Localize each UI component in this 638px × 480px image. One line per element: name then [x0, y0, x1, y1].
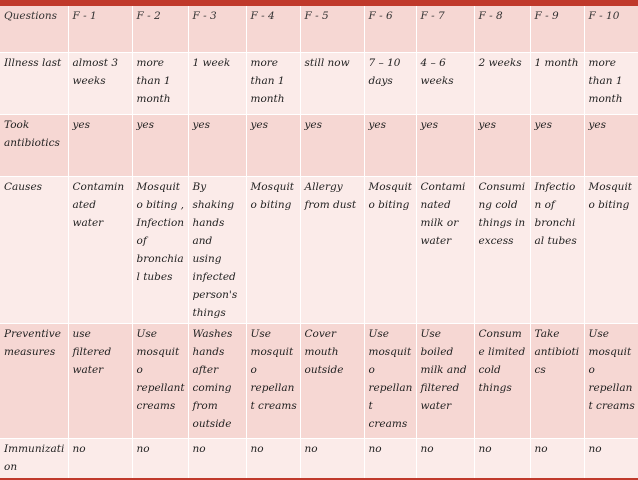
table-cell: Contaminated water: [68, 177, 132, 324]
table-cell: yes: [416, 115, 474, 177]
header-cell: F - 7: [416, 6, 474, 53]
table-cell: Use mosquito repellant creams: [584, 324, 638, 439]
table-cell: By shaking hands and using infected person's things: [188, 177, 246, 324]
header-cell: F - 10: [584, 6, 638, 53]
row-label: Preventive measures: [0, 324, 68, 439]
table-cell: 4 – 6 weeks: [416, 53, 474, 115]
table-cell: yes: [364, 115, 416, 177]
header-cell: Questions: [0, 6, 68, 53]
table-cell: no: [132, 439, 188, 479]
table-row: [0, 324, 638, 439]
table-cell: 1 week: [188, 53, 246, 115]
table-cell: Mosquito biting: [584, 177, 638, 324]
table-cell: yes: [584, 115, 638, 177]
table-cell: Use mosquito repellant creams: [364, 324, 416, 439]
table-cell: no: [188, 439, 246, 479]
row-label: Took antibiotics: [0, 115, 68, 177]
table-cell: yes: [68, 115, 132, 177]
header-cell: F - 8: [474, 6, 530, 53]
table-cell: Mosquito biting: [364, 177, 416, 324]
header-cell: F - 4: [246, 6, 300, 53]
table-cell: Use mosquito repellant creams: [132, 324, 188, 439]
table-cell: Washes hands after coming from outside: [188, 324, 246, 439]
table-cell: Consume limited cold things: [474, 324, 530, 439]
table-cell: Use boiled milk and filtered water: [416, 324, 474, 439]
table-cell: 1 month: [530, 53, 584, 115]
table-cell: no: [416, 439, 474, 479]
table-cell: Infection of bronchial tubes: [530, 177, 584, 324]
header-cell: F - 5: [300, 6, 364, 53]
table-cell: Mosquito biting: [246, 177, 300, 324]
table-cell: no: [246, 439, 300, 479]
table-cell: Consuming cold things in excess: [474, 177, 530, 324]
header-cell: F - 9: [530, 6, 584, 53]
table-cell: more than 1 month: [246, 53, 300, 115]
table-cell: Contaminated milk or water: [416, 177, 474, 324]
table-row: [0, 439, 638, 479]
table-header-row: [0, 6, 638, 53]
table-cell: more than 1 month: [584, 53, 638, 115]
table-cell: yes: [246, 115, 300, 177]
header-cell: F - 6: [364, 6, 416, 53]
table-cell: yes: [474, 115, 530, 177]
table-cell: still now: [300, 53, 364, 115]
table-cell: no: [68, 439, 132, 479]
table-cell: yes: [530, 115, 584, 177]
table-cell: 2 weeks: [474, 53, 530, 115]
table-cell: yes: [132, 115, 188, 177]
table-row: [0, 53, 638, 115]
table-cell: Cover mouth outside: [300, 324, 364, 439]
table-cell: almost 3 weeks: [68, 53, 132, 115]
table-cell: no: [584, 439, 638, 479]
table-cell: no: [364, 439, 416, 479]
table-row: [0, 177, 638, 324]
table-cell: no: [474, 439, 530, 479]
table-cell: more than 1 month: [132, 53, 188, 115]
survey-table: [0, 5, 638, 480]
table-cell: Mosquito biting , Infection of bronchial tubes: [132, 177, 188, 324]
header-cell: F - 2: [132, 6, 188, 53]
table-cell: Use mosquito repellant creams: [246, 324, 300, 439]
header-cell: F - 3: [188, 6, 246, 53]
table-cell: use filtered water: [68, 324, 132, 439]
row-label: Illness last: [0, 53, 68, 115]
table-cell: no: [530, 439, 584, 479]
row-label: Immunization: [0, 439, 68, 479]
table-cell: Allergy from dust: [300, 177, 364, 324]
header-cell: F - 1: [68, 6, 132, 53]
row-label: Causes: [0, 177, 68, 324]
table-cell: yes: [300, 115, 364, 177]
table-cell: yes: [188, 115, 246, 177]
table-row: [0, 115, 638, 177]
table-cell: Take antibiotics: [530, 324, 584, 439]
table-cell: no: [300, 439, 364, 479]
table-cell: 7 – 10 days: [364, 53, 416, 115]
